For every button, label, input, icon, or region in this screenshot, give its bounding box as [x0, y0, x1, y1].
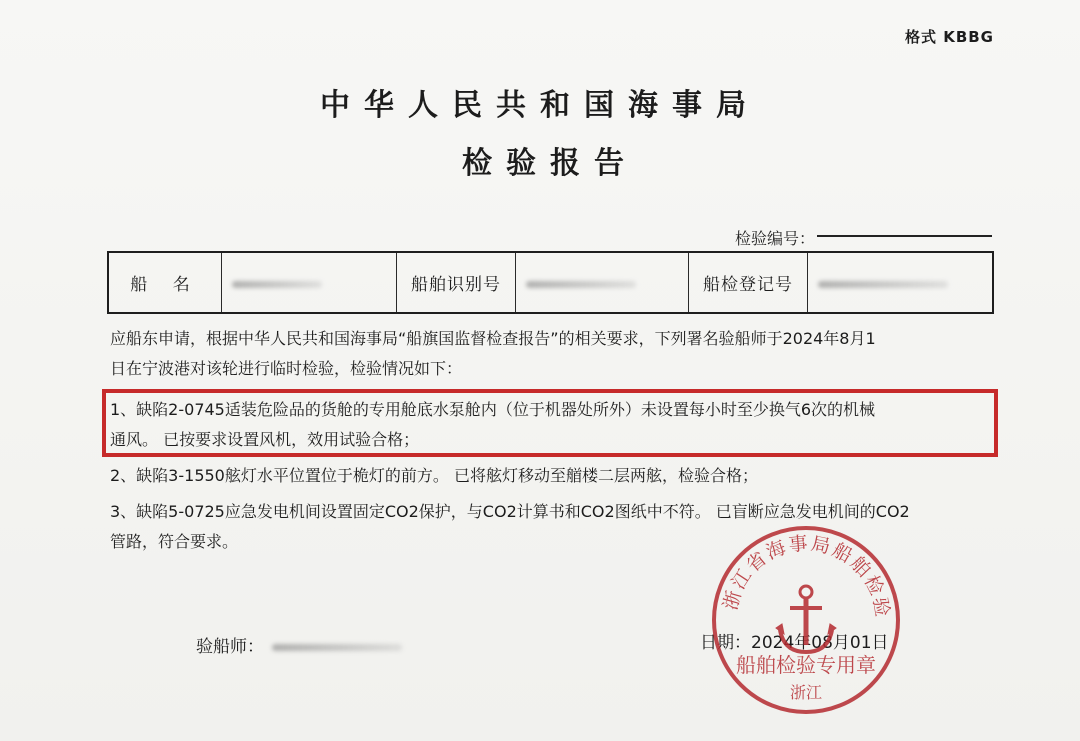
registry-no-value [808, 252, 994, 313]
surveyor-signature [196, 632, 402, 657]
defect-line: 3、缺陷5-0725应急发电机间设置固定CO2保护，与CO2计算书和CO2图纸中不符。 已盲断应急发电机间的CO2 [110, 502, 910, 521]
intro-line: 日在宁波港对该轮进行临时检验，检验情况如下： [110, 359, 463, 378]
ship-id-label: 船舶识别号 [397, 252, 516, 313]
seal-center-text: 船舶检验专用章 [736, 653, 876, 677]
date-label: 日期： [700, 633, 751, 653]
report-number [735, 226, 992, 249]
seal-ring-text: 浙江省海事局船舶检验 [719, 532, 894, 621]
anchor-icon [776, 586, 836, 652]
seal-bottom-text: 浙江 [789, 683, 823, 702]
intro-paragraph [110, 324, 1000, 384]
defect-line: 通风。 已按要求设置风机，效用试验合格； [110, 430, 420, 449]
ship-name-value [222, 252, 397, 313]
surveyor-label: 验船师： [196, 637, 264, 657]
ship-info-table [107, 251, 994, 314]
defect-line: 1、缺陷2-0745适装危险品的货舱的专用舱底水泵舱内（位于机器处所外）未设置每小时至少换气6次的机械 [110, 400, 876, 419]
registry-no-label: 船检登记号 [689, 252, 808, 313]
official-seal [706, 520, 906, 720]
defect-line: 管路，符合要求。 [110, 532, 239, 551]
ship-id-value [516, 252, 689, 313]
form-code: 格式 KBBG [904, 28, 994, 46]
surveyor-signature-mark [272, 644, 402, 651]
defect-line: 2、缺陷3-1550舷灯水平位置位于桅灯的前方。 已将舷灯移动至艏楼二层两舷，检验合格； [110, 466, 758, 485]
date-value: 2024年08月01日 [751, 633, 889, 653]
intro-line: 应船东申请，根据中华人民共和国海事局“船旗国监督检查报告”的相关要求，下列署名验船师于2024年8月1 [110, 329, 876, 348]
ship-name-label: 船 名 [108, 252, 222, 313]
report-number-line [817, 235, 992, 237]
report-number-label: 检验编号： [735, 229, 816, 248]
page-title: 中华人民共和国海事局 [320, 88, 760, 123]
document-subtitle: 检验报告 [462, 146, 638, 181]
